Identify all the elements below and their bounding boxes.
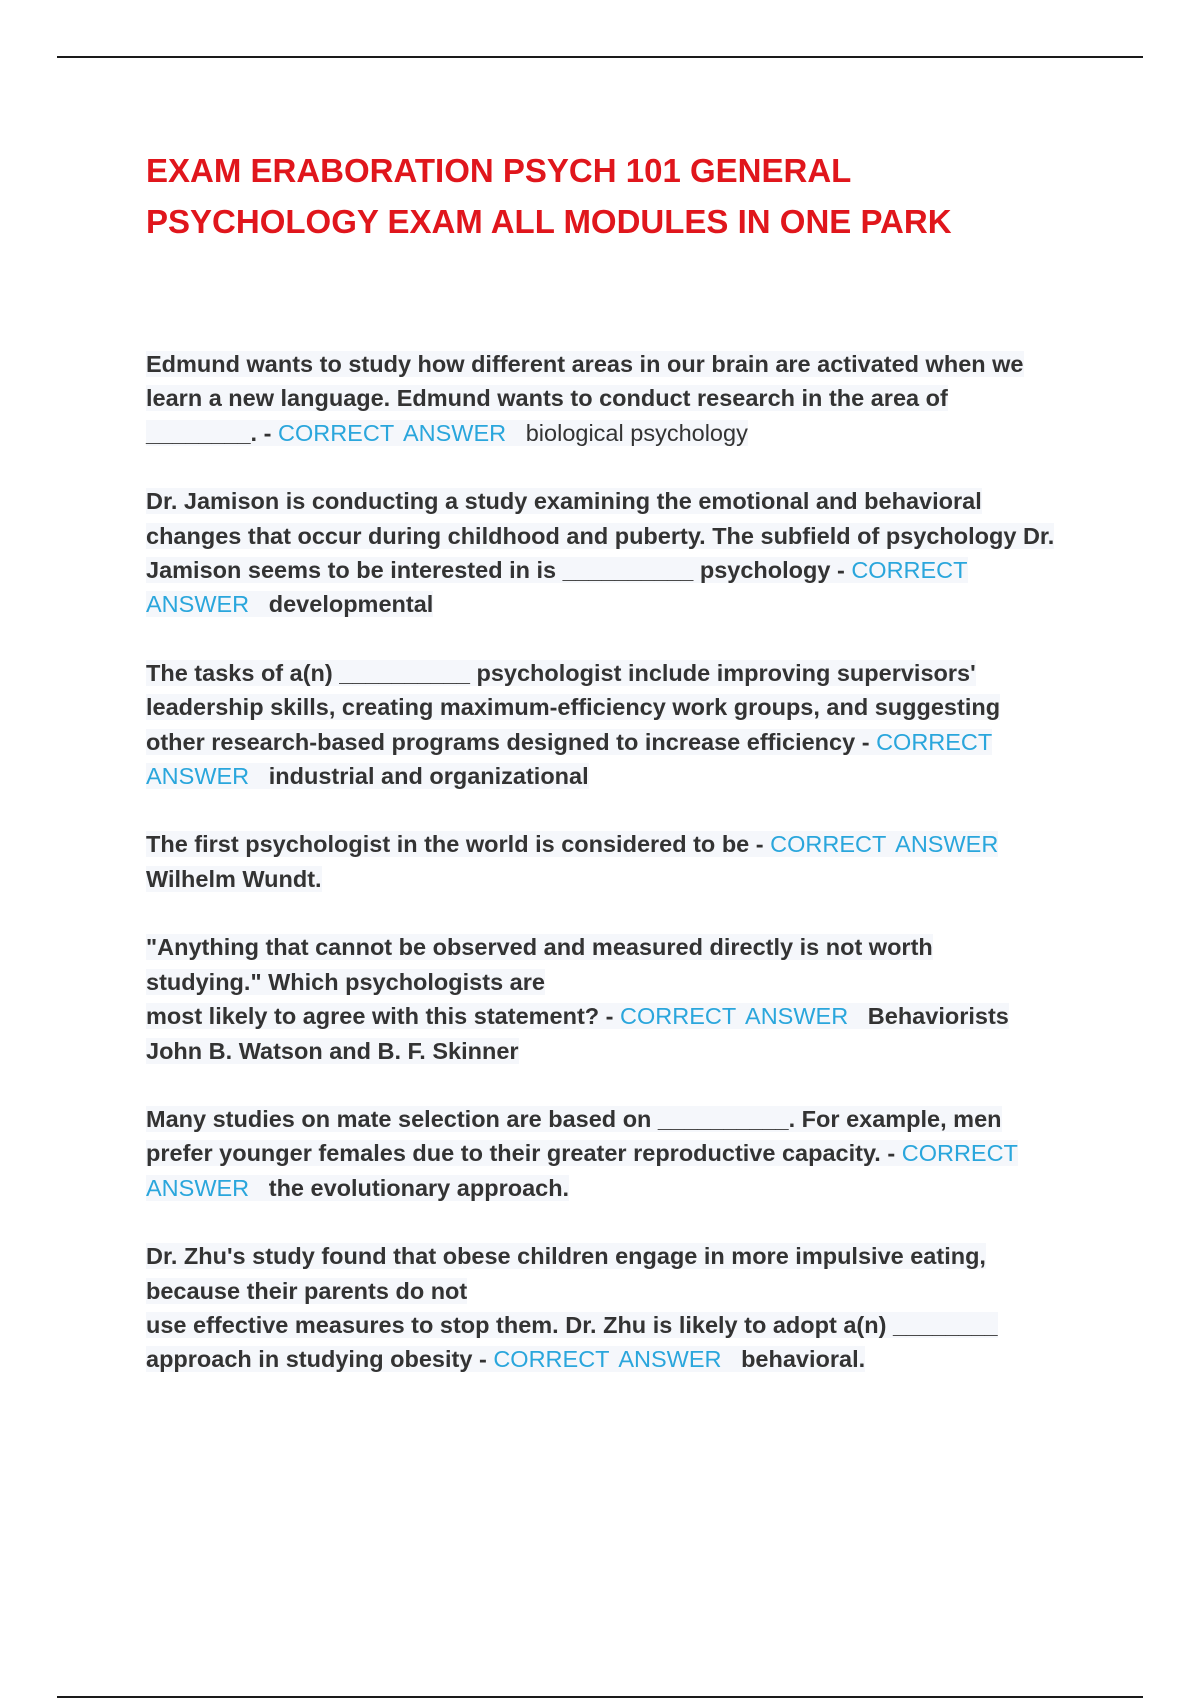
question-item (146, 484, 1096, 622)
answer-text: biological psychology (525, 419, 748, 446)
question-line (146, 759, 1096, 793)
answer-text: Wilhelm Wundt. (146, 865, 322, 892)
answer-text: the evolutionary approach. (268, 1174, 570, 1201)
correct-answer-label: CORRECT ANSWER (770, 831, 999, 858)
correct-answer-label: CORRECT ANSWER (493, 1346, 722, 1373)
question-line: Dr. Zhu's study found that obese children engage in more impulsive eating, (146, 1243, 986, 1270)
question-line: changes that occur during childhood and puberty. The subfield of psychology Dr. (146, 522, 1055, 549)
question-item (146, 347, 1096, 450)
question-item (146, 656, 1096, 794)
question-line (146, 587, 1096, 621)
answer-text: behavioral. (741, 1346, 866, 1373)
question-line (146, 1171, 1096, 1205)
question-item (146, 827, 1096, 896)
correct-answer-label: CORRECT ANSWER (620, 1003, 849, 1030)
correct-answer-label-part2: ANSWER (146, 1174, 250, 1201)
answer-text: Behaviorists (867, 1003, 1009, 1030)
title-line-1: EXAM ERABORATION PSYCH 101 GENERAL (146, 152, 852, 189)
question-item (146, 1239, 1096, 1377)
question-line: use effective measures to stop them. Dr. Zhu is likely to adopt a(n) ________ (146, 1311, 998, 1338)
document-title (146, 145, 1076, 247)
question-line: most likely to agree with this statement? - CORRECT ANSWER Behaviorists (146, 1003, 1009, 1030)
question-line: prefer younger females due to their greater reproductive capacity. - CORRECT (146, 1140, 1018, 1167)
answer-text: industrial and organizational (268, 763, 589, 790)
question-line: Jamison seems to be interested in is __________ psychology - CORRECT (146, 557, 968, 584)
question-line: The tasks of a(n) __________ psychologist include improving supervisors' (146, 659, 976, 686)
question-line: approach in studying obesity - CORRECT ANSWER behavioral. (146, 1346, 866, 1373)
question-item (146, 1102, 1096, 1205)
question-line: Edmund wants to study how different areas in our brain are activated when we (146, 351, 1024, 377)
correct-answer-label-part2: ANSWER (146, 591, 250, 618)
top-rule (57, 56, 1143, 58)
question-line: The first psychologist in the world is considered to be - CORRECT ANSWER (146, 831, 999, 858)
correct-answer-label-part1: CORRECT (876, 728, 993, 755)
correct-answer-label-part1: CORRECT (901, 1140, 1018, 1167)
correct-answer-label: CORRECT ANSWER (277, 419, 507, 446)
answer-text: developmental (268, 591, 434, 618)
correct-answer-label-part2: ANSWER (146, 763, 250, 790)
bottom-rule (57, 1696, 1143, 1698)
question-list (146, 347, 1096, 1411)
question-line: learn a new language. Edmund wants to conduct research in the area of (146, 385, 948, 412)
question-line: leadership skills, creating maximum-efficiency work groups, and suggesting (146, 694, 1001, 721)
question-line: studying." Which psychologists are (146, 968, 545, 995)
question-line: "Anything that cannot be observed and measured directly is not worth (146, 934, 933, 961)
question-line: other research-based programs designed to increase efficiency - CORRECT (146, 728, 993, 755)
question-line: Many studies on mate selection are based on __________. For example, men (146, 1105, 1002, 1132)
answer-text: John B. Watson and B. F. Skinner (146, 1037, 519, 1064)
question-line: ________. - CORRECT ANSWER biological psychology (146, 419, 748, 446)
correct-answer-label-part1: CORRECT (851, 557, 968, 584)
question-line (146, 1034, 1096, 1068)
question-line: because their parents do not (146, 1277, 468, 1304)
question-line: Dr. Jamison is conducting a study examining the emotional and behavioral (146, 488, 982, 515)
title-line-2: PSYCHOLOGY EXAM ALL MODULES IN ONE PARK (146, 203, 952, 240)
question-item (146, 930, 1096, 1068)
question-line (146, 862, 1096, 896)
